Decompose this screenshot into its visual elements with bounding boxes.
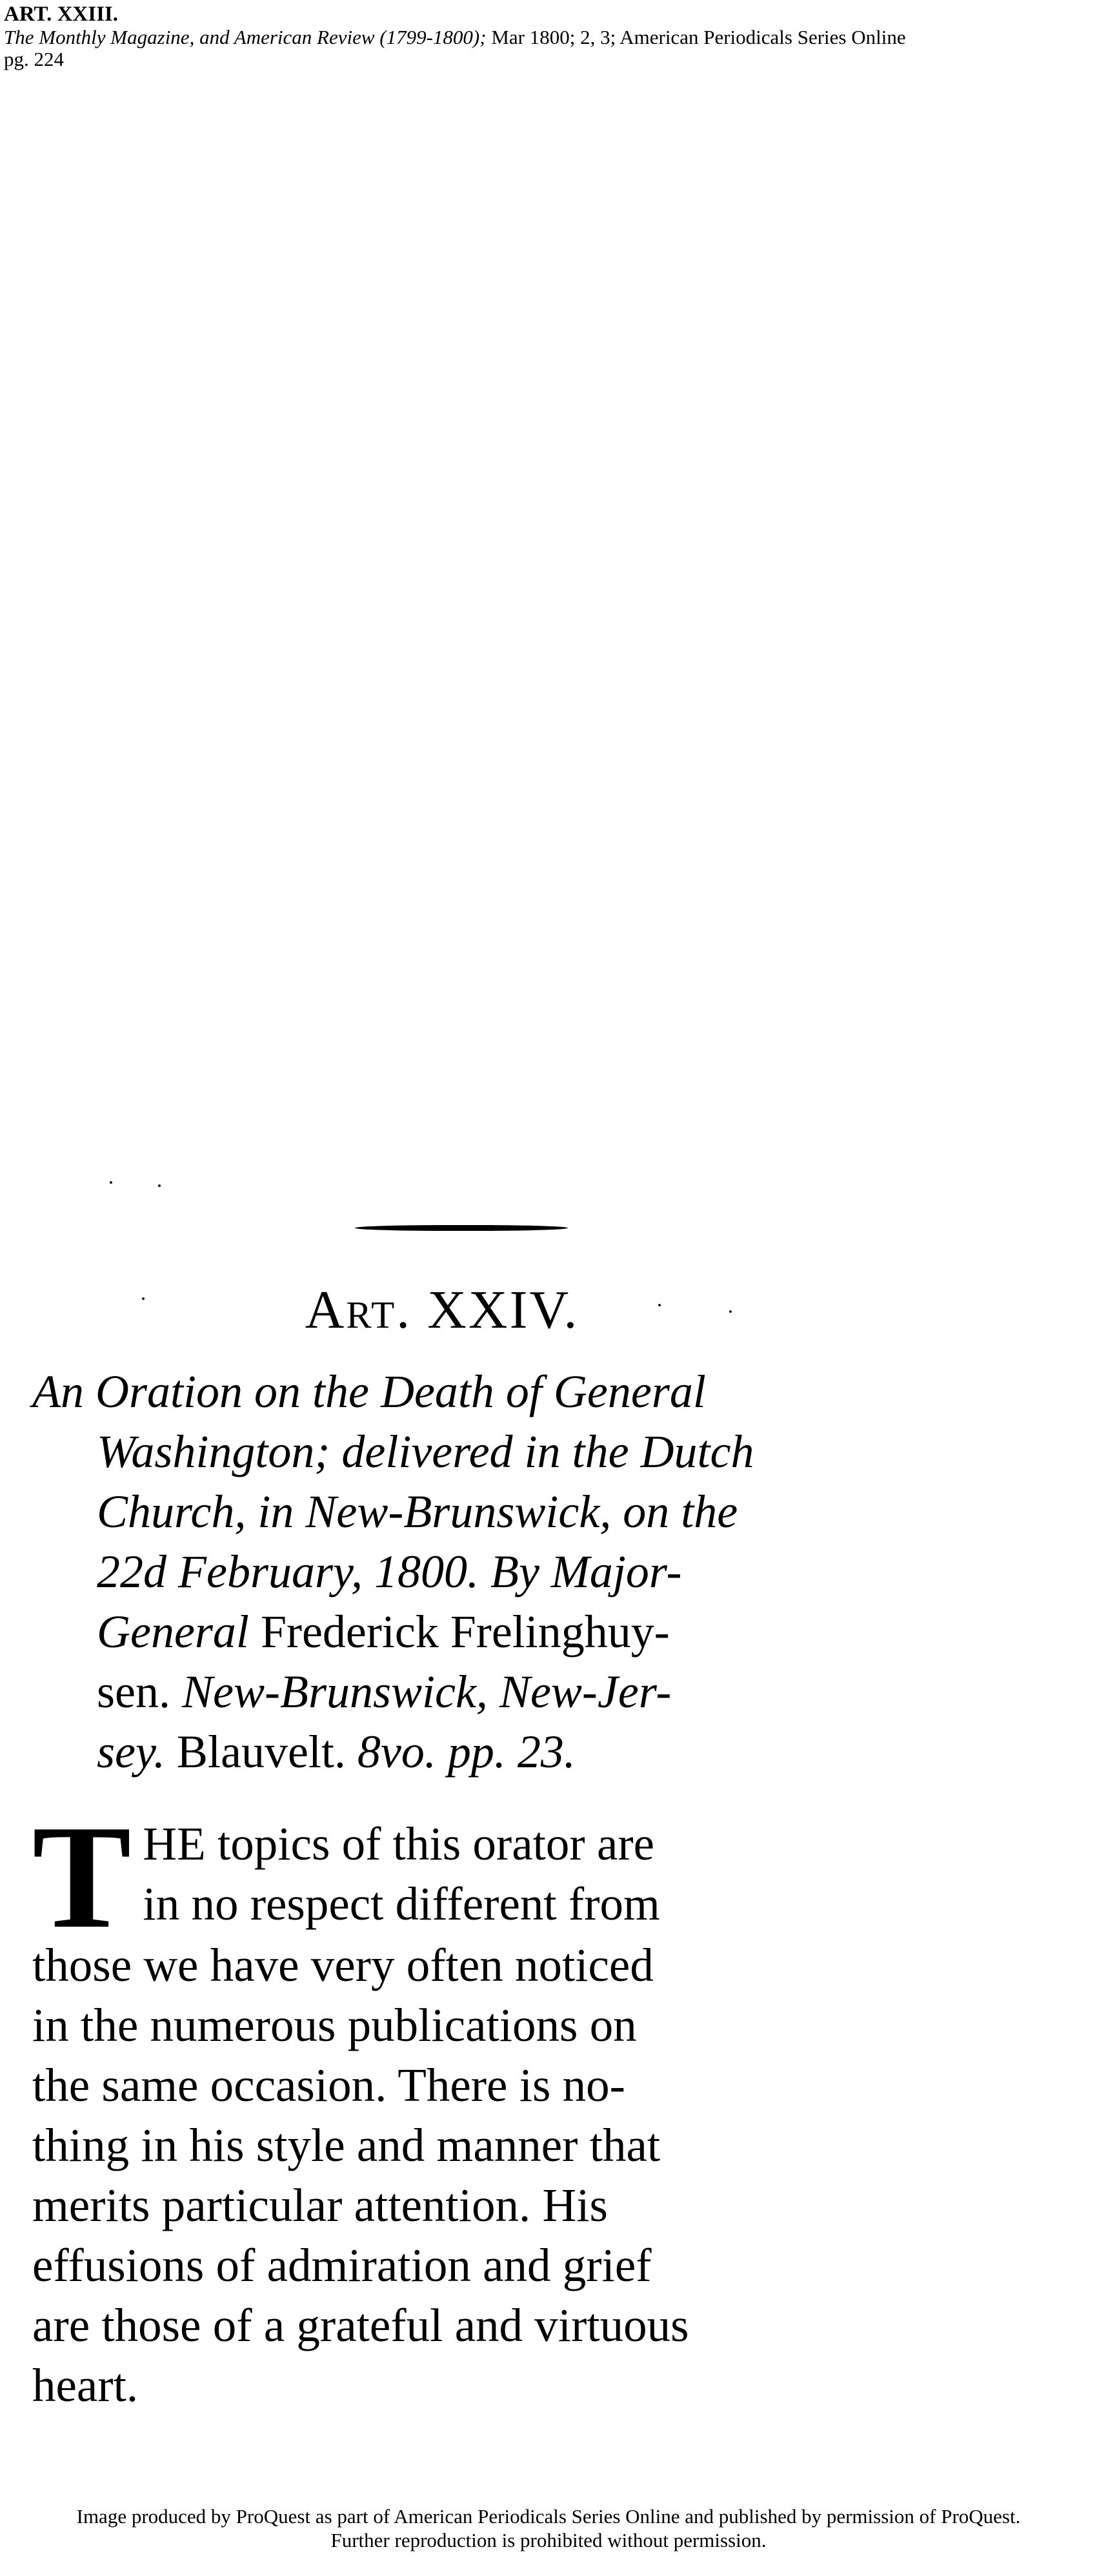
journal-name: The Monthly Magazine, and American Review (1799-1800); [4, 26, 487, 48]
book-title-segment: Frederick Frelinghuy- [248, 1606, 670, 1658]
book-title-line [32, 1602, 845, 1662]
body-line: heart. [32, 2359, 139, 2411]
scan-speck [158, 1184, 161, 1187]
body-line: in no respect different from [143, 1878, 660, 1930]
citation-header [4, 3, 1088, 70]
article-title: ART. XXIII. [4, 3, 119, 26]
page-reference: pg. 224 [4, 48, 64, 70]
book-title-segment: 8vo. pp. 23. [357, 1726, 576, 1778]
drop-cap: T [32, 1794, 132, 1959]
book-title-line: Washington; delivered in the Dutch [97, 1426, 754, 1477]
book-title-segment: sey. [97, 1726, 165, 1778]
scan-speck [110, 1181, 112, 1184]
body-line: in the numerous publications on [32, 1999, 637, 2051]
permission-footer [0, 2504, 1097, 2552]
ornamental-rule [355, 1225, 568, 1231]
book-title-segment: General [97, 1606, 249, 1658]
body-line: effusions of admiration and grief [32, 2239, 652, 2291]
review-body [32, 1794, 845, 2415]
body-line: are those of a grateful and virtuous [32, 2299, 689, 2351]
body-line: thing in his style and manner that [32, 2119, 661, 2171]
book-title-line: Church, in New-Brunswick, on the [97, 1486, 738, 1537]
article-heading-prefix: Art. [305, 1280, 412, 1340]
body-line: the same occasion. There is no- [32, 2059, 625, 2111]
book-title-segment: New-Brunswick, New-Jer- [170, 1666, 672, 1718]
book-title-line [32, 1662, 845, 1722]
citation-line [4, 26, 1088, 48]
book-title-segment: Blauvelt. [165, 1726, 357, 1778]
book-title [32, 1362, 845, 1782]
article-heading-number: XXIV. [427, 1280, 579, 1340]
article-heading [26, 1278, 858, 1343]
book-title-segment: sen. [97, 1666, 170, 1718]
book-title-line: An Oration on the Death of General [32, 1366, 706, 1417]
issue-info: Mar 1800; 2, 3; American Periodicals Series Online [486, 26, 906, 48]
book-title-line: 22d February, 1800. By Major- [97, 1546, 682, 1597]
footer-line: Image produced by ProQuest as part of American Periodicals Series Online and published by permission of ProQuest. [76, 2505, 1021, 2528]
body-line: HE topics of this orator are [143, 1818, 655, 1870]
body-line: merits particular attention. His [32, 2179, 608, 2231]
book-title-line [32, 1722, 845, 1782]
scanned-page [26, 1175, 858, 2453]
footer-line: Further reproduction is prohibited without permission. [330, 2529, 767, 2551]
body-line: those we have very often noticed [32, 1939, 654, 1991]
